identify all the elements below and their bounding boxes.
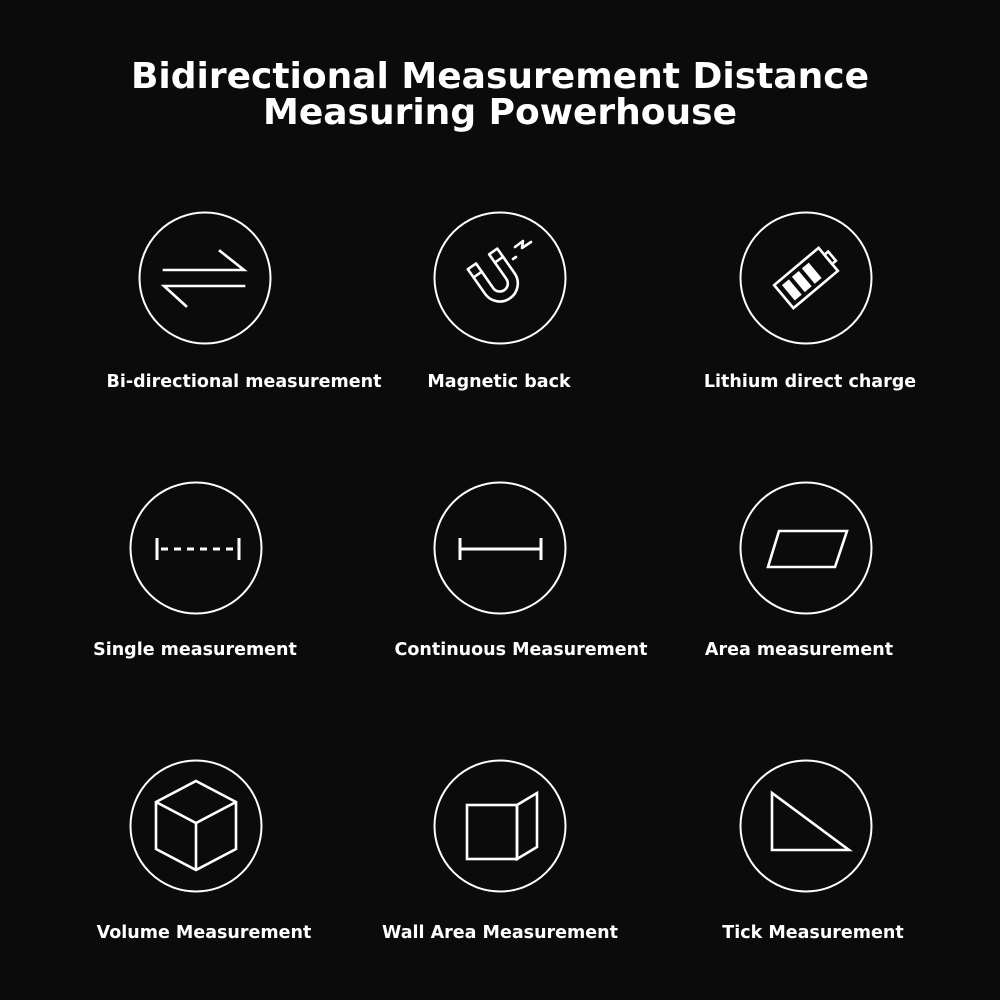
- feature-label-tick: Tick Measurement: [722, 923, 904, 943]
- page-title-line-1: Bidirectional Measurement Distance: [130, 56, 870, 97]
- feature-label-continuous: Continuous Measurement: [394, 640, 648, 660]
- magnet-icon: [433, 211, 567, 345]
- wall-corner-icon: [433, 759, 567, 893]
- solid-measure-line-icon: [433, 481, 567, 615]
- feature-label-wall-area: Wall Area Measurement: [382, 923, 618, 943]
- right-triangle-icon: [739, 759, 873, 893]
- feature-label-volume: Volume Measurement: [96, 923, 312, 943]
- page-title-line-2: Measuring Powerhouse: [263, 92, 737, 133]
- bidirectional-arrows-icon: [138, 211, 272, 345]
- dashed-measure-line-icon: [129, 481, 263, 615]
- feature-label-lithium: Lithium direct charge: [703, 372, 917, 392]
- feature-label-single: Single measurement: [93, 640, 297, 660]
- feature-label-area: Area measurement: [704, 640, 894, 660]
- feature-label-bidirectional: Bi-directional measurement: [106, 372, 382, 392]
- battery-icon: [739, 211, 873, 345]
- cube-icon: [129, 759, 263, 893]
- feature-label-magnetic: Magnetic back: [427, 372, 571, 392]
- parallelogram-icon: [739, 481, 873, 615]
